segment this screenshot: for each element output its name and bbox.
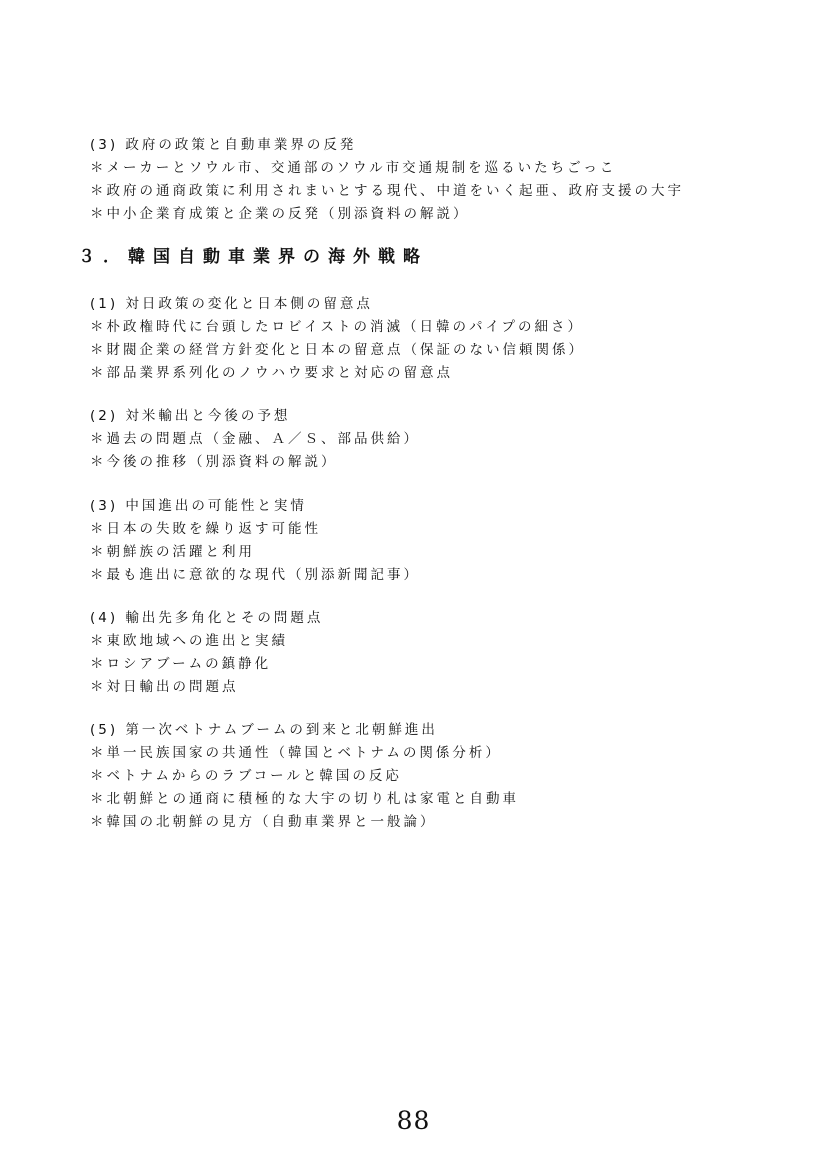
list-item: ＊朝鮮族の活躍と利用 xyxy=(90,544,255,560)
page-number: 88 xyxy=(396,1106,431,1135)
list-item: ＊過去の問題点（金融、Ａ／Ｓ、部品供給） xyxy=(90,431,420,447)
list-item: ＊財閥企業の経営方針変化と日本の留意点（保証のない信頼関係） xyxy=(90,342,585,358)
chapter-heading: ３．韓国自動車業界の海外戦略 xyxy=(78,247,428,267)
subsection-header-4: (4) 輸出先多角化とその問題点 xyxy=(90,610,324,626)
list-item: ＊ベトナムからのラブコールと韓国の反応 xyxy=(90,768,402,784)
list-item: ＊韓国の北朝鮮の見方（自動車業界と一般論） xyxy=(90,814,437,830)
subsection-header-2: (2) 対米輸出と今後の予想 xyxy=(90,408,291,424)
list-item: ＊今後の推移（別添資料の解説） xyxy=(90,454,338,470)
list-item: ＊政府の通商政策に利用されまいとする現代、中道をいく起亜、政府支援の大宇 xyxy=(90,183,684,199)
list-item: ＊対日輸出の問題点 xyxy=(90,679,239,695)
list-item: ＊最も進出に意欲的な現代（別添新聞記事） xyxy=(90,567,420,583)
subsection-header-1: (1) 対日政策の変化と日本側の留意点 xyxy=(90,296,373,312)
list-item: ＊日本の失敗を繰り返す可能性 xyxy=(90,521,321,537)
subsection-header-3: (3) 中国進出の可能性と実情 xyxy=(90,498,307,514)
list-item: ＊ロシアブームの鎮静化 xyxy=(90,656,272,672)
list-item: ＊東欧地域への進出と実績 xyxy=(90,633,288,649)
list-item: ＊単一民族国家の共通性（韓国とベトナムの関係分析） xyxy=(90,745,502,761)
list-item: ＊中小企業育成策と企業の反発（別添資料の解説） xyxy=(90,206,470,222)
list-item: ＊メーカーとソウル市、交通部のソウル市交通規制を巡るいたちごっこ xyxy=(90,160,617,176)
list-item: ＊朴政権時代に台頭したロビイストの消滅（日韓のパイプの細さ） xyxy=(90,319,585,335)
list-item: ＊北朝鮮との通商に積極的な大宇の切り札は家電と自動車 xyxy=(90,791,519,807)
subsection-header-5: (5) 第一次ベトナムブームの到来と北朝鮮進出 xyxy=(90,722,438,738)
section-header-3-prev: (3) 政府の政策と自動車業界の反発 xyxy=(90,137,357,153)
list-item: ＊部品業界系列化のノウハウ要求と対応の留意点 xyxy=(90,365,453,381)
